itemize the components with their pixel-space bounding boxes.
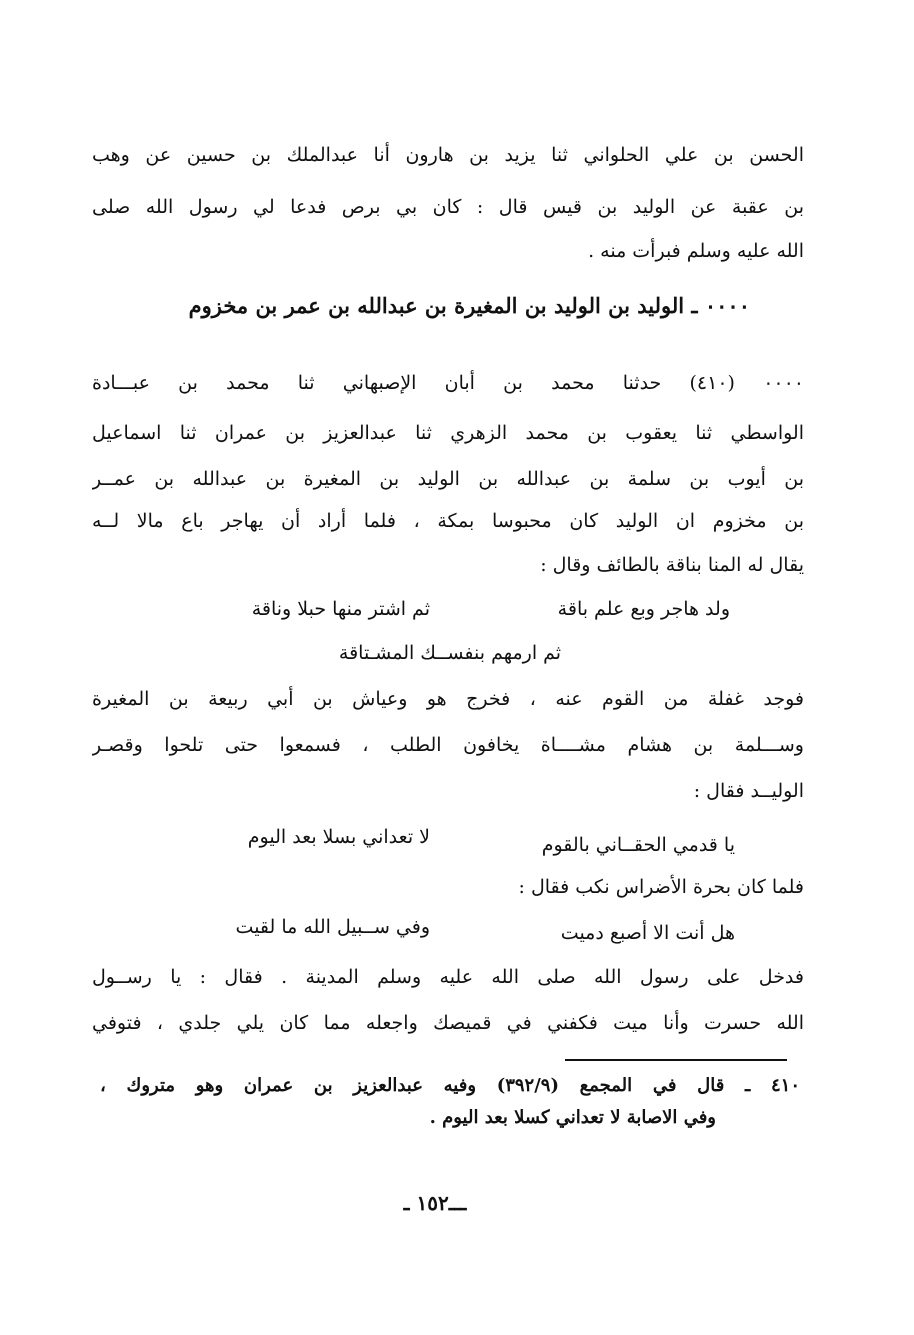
hadith-line-4: بن مخزوم ان الوليد كان محبوسا بمكة ، فلما أراد أن يهاجر باع مالا لــه (92, 510, 804, 532)
verse-1-hemistich-1: ولد هاجر وبع علم باقة (557, 598, 730, 620)
narration-2-line-1: فوجد غفلة من القوم عنه ، فخرج هو وعياش بن أبي ربيعة بن المغيرة (92, 688, 804, 710)
footnote-rule (565, 1059, 787, 1061)
hadith-line-5: يقال له المنا بناقة بالطائف وقال : (540, 554, 804, 576)
verse-3-hemistich-1: هل أنت الا أصبع دميت (560, 922, 735, 944)
narration-3: فلما كان بحرة الأضراس نكب فقال : (518, 876, 804, 898)
verse-1-hemistich-3: ثم ارمهم بنفســك المشـتاقة (338, 642, 562, 664)
body-line-2: بن عقبة عن الوليد بن قيس قال : كان بي برص فدعا لي رسول الله صلى (92, 196, 804, 218)
footnote-line-1: ٤١٠ ـ قال في المجمع (٣٩٢/٩) وفيه عبدالعزيز بن عمران وهو متروك ، (100, 1075, 800, 1096)
footnote-line-2: وفي الاصابة لا تعداني كسلا بعد اليوم . (429, 1107, 716, 1128)
section-heading: ۰۰۰۰ ـ الوليد بن الوليد بن المغيرة بن عبدالله بن عمر بن مخزوم (188, 293, 750, 318)
hadith-line-3: بن أيوب بن سلمة بن عبدالله بن الوليد بن المغيرة بن عبدالله بن عمــر (92, 468, 804, 490)
hadith-line-1: ۰۰۰۰ (٤١٠) حدثنا محمد بن أبان الإصبهاني ثنا محمد بن عبـــادة (92, 372, 804, 394)
narration-4-line-2: الله حسرت وأنا ميت فكفني في قميصك واجعله مما كان يلي جلدي ، فتوفي (92, 1012, 804, 1034)
body-line-1: الحسن بن علي الحلواني ثنا يزيد بن هارون أنا عبدالملك بن حسين عن وهب (92, 144, 804, 166)
verse-2-hemistich-1: يا قدمي الحقــاني بالقوم (541, 834, 735, 856)
narration-2-line-3: الوليــد فقال : (693, 780, 804, 802)
hadith-line-2: الواسطي ثنا يعقوب بن محمد الزهري ثنا عبدالعزيز بن عمران ثنا اسماعيل (92, 422, 804, 444)
narration-4-line-1: فدخل على رسول الله صلى الله عليه وسلم المدينة . فقال : يا رســول (92, 966, 804, 988)
body-line-3: الله عليه وسلم فبرأت منه . (588, 240, 804, 262)
verse-3-hemistich-2: وفي ســبيل الله ما لقيت (235, 916, 430, 938)
narration-2-line-2: وســـلمة بن هشام مشــــاة يخافون الطلب ، فسمعوا حتى تلحوا وقصـر (92, 734, 804, 756)
verse-1-hemistich-2: ثم اشتر منها حبلا وناقة (251, 598, 430, 620)
verse-2-hemistich-2: لا تعداني بسلا بعد اليوم (247, 826, 430, 848)
page-number: ـــ١٥٢ ـ (403, 1191, 467, 1215)
